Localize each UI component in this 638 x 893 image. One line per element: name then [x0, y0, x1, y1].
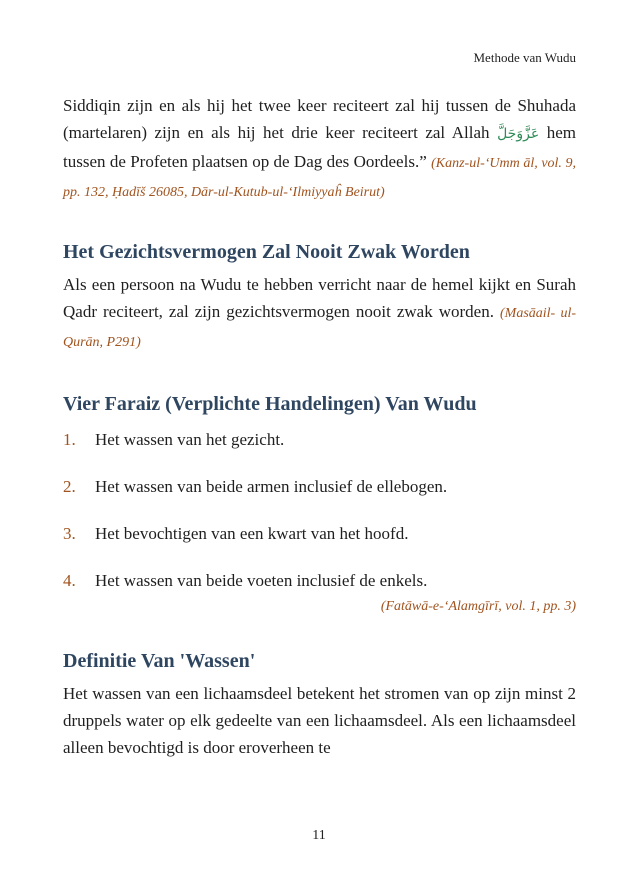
- eyesight-text: Als een persoon na Wudu te hebben verricht naar de hemel kijkt en Surah Qadr reciteert, zal zijn gezichtsvermogen nooit zwak worden.: [63, 275, 576, 321]
- list-item-text: Het wassen van beide armen inclusief de ellebogen.: [95, 477, 448, 496]
- arabic-honorific: عَزَّوَجَلَّ: [497, 126, 540, 142]
- page-content: [63, 92, 576, 761]
- list-item-number: 3.: [63, 524, 76, 543]
- list-item-text: Het wassen van beide voeten inclusief de enkels.: [95, 571, 428, 590]
- list-item: [63, 426, 576, 453]
- list-item-number: 2.: [63, 477, 76, 496]
- page-number: 11: [312, 828, 326, 843]
- definition-text: Het wassen van een lichaamsdeel betekent het stromen van op zijn minst 2 druppels water op elk gedeelte van een lichaamsdeel. Als een lichaamsdeel alleen bevochtigd is door eroverheen te: [63, 684, 576, 757]
- intro-text-a: Siddiqin zijn en als hij het twee keer reciteert zal hij tussen de Shuhada (martelaren) zijn en als hij het drie keer reciteert zal Allah: [63, 96, 576, 142]
- faraiz-citation: (Fatāwā-e-‘Alamgīrī, vol. 1, pp. 3): [380, 599, 576, 614]
- list-item-number: 1.: [63, 430, 76, 449]
- list-item: [63, 567, 576, 594]
- eyesight-citation: (Masāail- ul-Qurān, P291): [63, 306, 577, 350]
- list-item: [63, 473, 576, 500]
- running-header: Methode van Wudu: [473, 50, 576, 65]
- intro-citation: (Kanz-ul-‘Umm āl, vol. 9, pp. 132, Ḥadīš 26085, Dār-ul-Kutub-ul-‘Ilmiyyaĥ Beirut): [63, 156, 577, 200]
- section-heading-faraiz: Vier Faraiz (Verplichte Handelingen) Van Wudu: [63, 393, 477, 415]
- list-item-number: 4.: [63, 571, 76, 590]
- list-item-text: Het bevochtigen van een kwart van het hoofd.: [95, 524, 409, 543]
- faraiz-list: [63, 426, 576, 594]
- section-heading-eyesight: Het Gezichtsvermogen Zal Nooit Zwak Worden: [63, 241, 470, 263]
- intro-paragraph: [63, 92, 576, 206]
- list-item-text: Het wassen van het gezicht.: [95, 430, 285, 449]
- list-item: [63, 520, 576, 547]
- section-heading-definition: Definitie Van 'Wassen': [63, 650, 256, 672]
- eyesight-paragraph: [63, 271, 576, 356]
- definition-paragraph: [63, 680, 576, 761]
- faraiz-citation-row: [63, 597, 576, 615]
- intro-text-b: hem tussen de Profeten plaatsen op de Dag des Oordeels.”: [63, 123, 577, 171]
